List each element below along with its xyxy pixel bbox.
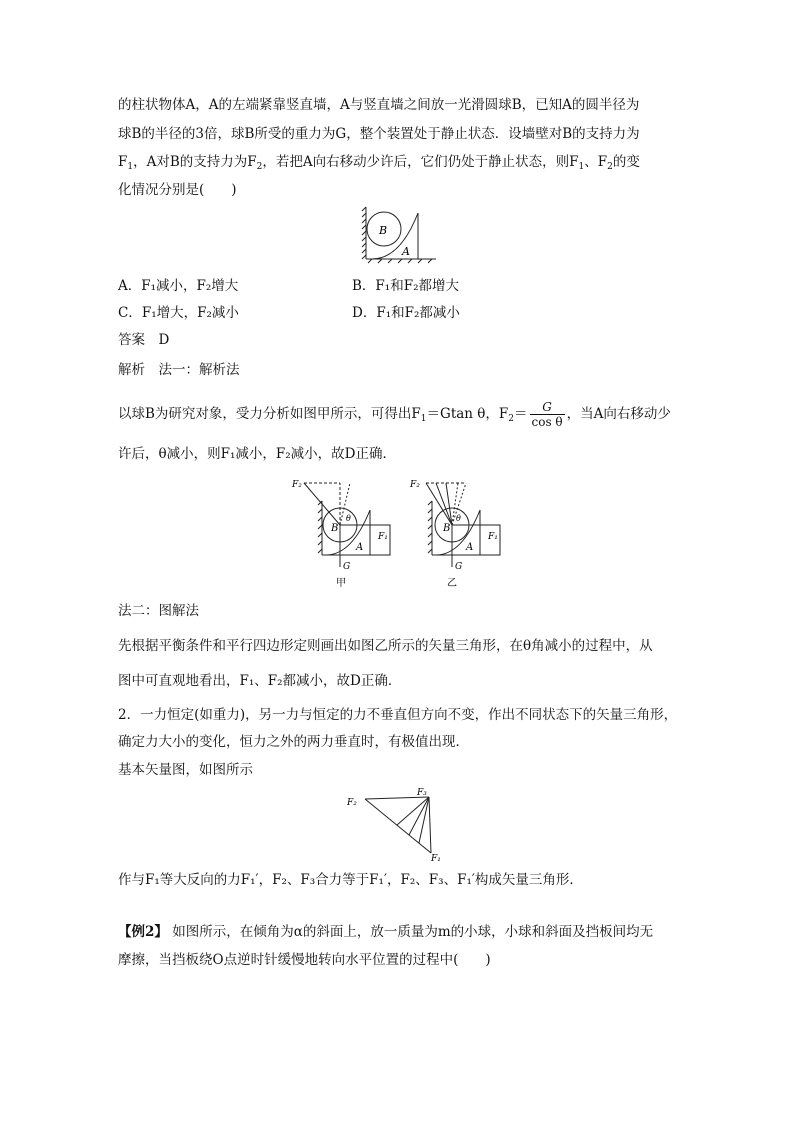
method2-line-1: 先根据平衡条件和平行四边形定则画出如图乙所示的矢量三角形，在θ角减小的过程中，从 [118, 638, 653, 654]
figure-jia-yi-force-diagrams [290, 475, 510, 590]
example2-tag: 【例2】 [118, 924, 168, 940]
problem-line-2: 球B的半径的3倍，球B所受的重力为G，整个装置处于静止状态．设墙壁对B的支持力为 [118, 126, 640, 142]
vector-label-f1: F₁ [431, 854, 441, 864]
figure-wall-ball-block [360, 203, 442, 265]
compose-line: 作与F₁等大反向的力F₁′，F₂、F₃合力等于F₁′，F₂、F₃、F₁′构成矢量三角形． [118, 872, 583, 888]
yi-label-theta: θ [456, 514, 461, 523]
fraction-g-over-cos: $\frac{G}{\text{cos θ}}$ [531, 400, 563, 429]
point2-line-1: 2．一力恒定(如重力)，另一力与恒定的力不垂直但方向不变，作出不同状态下的矢量三角形， [118, 707, 678, 723]
fig1-label-b: B [379, 224, 388, 237]
method1-line-1: 以球B为研究对象，受力分析如图甲所示，可得出$F_1=Gtan$ θ，$F_2=$ $\frac{G}{\text{cos θ}}$ ，当A向右移动少 [118, 400, 671, 429]
example2-line-1: 【例2】 如图所示，在倾角为α的斜面上，放一质量为m的小球，小球和斜面及挡板间均无 [118, 924, 654, 940]
yi-label-a: A [466, 542, 474, 553]
analysis-heading: 解析 法一：解析法 [118, 362, 240, 378]
fig1-label-a: A [402, 245, 410, 258]
jia-label-f1: F₁ [378, 532, 388, 542]
yi-caption: 乙 [447, 578, 457, 589]
example2-line-2: 摩擦，当挡板绕O点逆时针缓慢地转向水平位置的过程中( ) [118, 952, 491, 968]
answer-line: 答案 D [118, 332, 170, 348]
method2-line-2: 图中可直观地看出，F₁、F₂都减小，故D正确． [118, 673, 402, 689]
yi-label-g: G [455, 562, 463, 572]
jia-label-g: G [343, 562, 351, 572]
method2-heading: 法二：图解法 [118, 603, 199, 619]
point2-line-3: 基本矢量图，如图所示 [118, 762, 253, 778]
point2-line-2: 确定力大小的变化，恒力之外的两力垂直时，有极值出现． [118, 734, 469, 750]
vector-label-f3: F₃ [417, 788, 427, 798]
vector-label-f2: F₂ [347, 798, 357, 808]
yi-label-f2: F₂ [410, 480, 420, 490]
option-b: B．F₁和F₂都增大 [352, 278, 459, 294]
yi-label-b: B [443, 523, 451, 534]
jia-label-a: A [356, 542, 364, 553]
jia-label-f2: F₂ [292, 480, 302, 490]
problem-line-1: 的柱状物体A，A的左端紧靠竖直墙，A与竖直墙之间放一光滑圆球B，已知A的圆半径为 [118, 97, 640, 113]
jia-label-b: B [331, 523, 339, 534]
problem-line-4: 化情况分别是( ) [118, 182, 237, 198]
problem-line-3: $F_1$，A对B的支持力为$F_2$，若把A向右移动少许后，它们仍处于静止状态，则$F_1$、$F_2$的变 [118, 154, 640, 172]
method1-line-2: 许后，θ减小，则F₁减小，F₂减小，故D正确． [118, 446, 397, 462]
option-d: D．F₁和F₂都减小 [352, 305, 460, 321]
figure-vector-triangle [345, 785, 455, 865]
yi-label-f1: F₁ [488, 532, 498, 542]
option-a: A．F₁减小，F₂增大 [118, 278, 239, 294]
jia-caption: 甲 [336, 578, 346, 589]
option-c: C．F₁增大，F₂减小 [118, 305, 239, 321]
jia-label-theta: θ [346, 514, 351, 523]
